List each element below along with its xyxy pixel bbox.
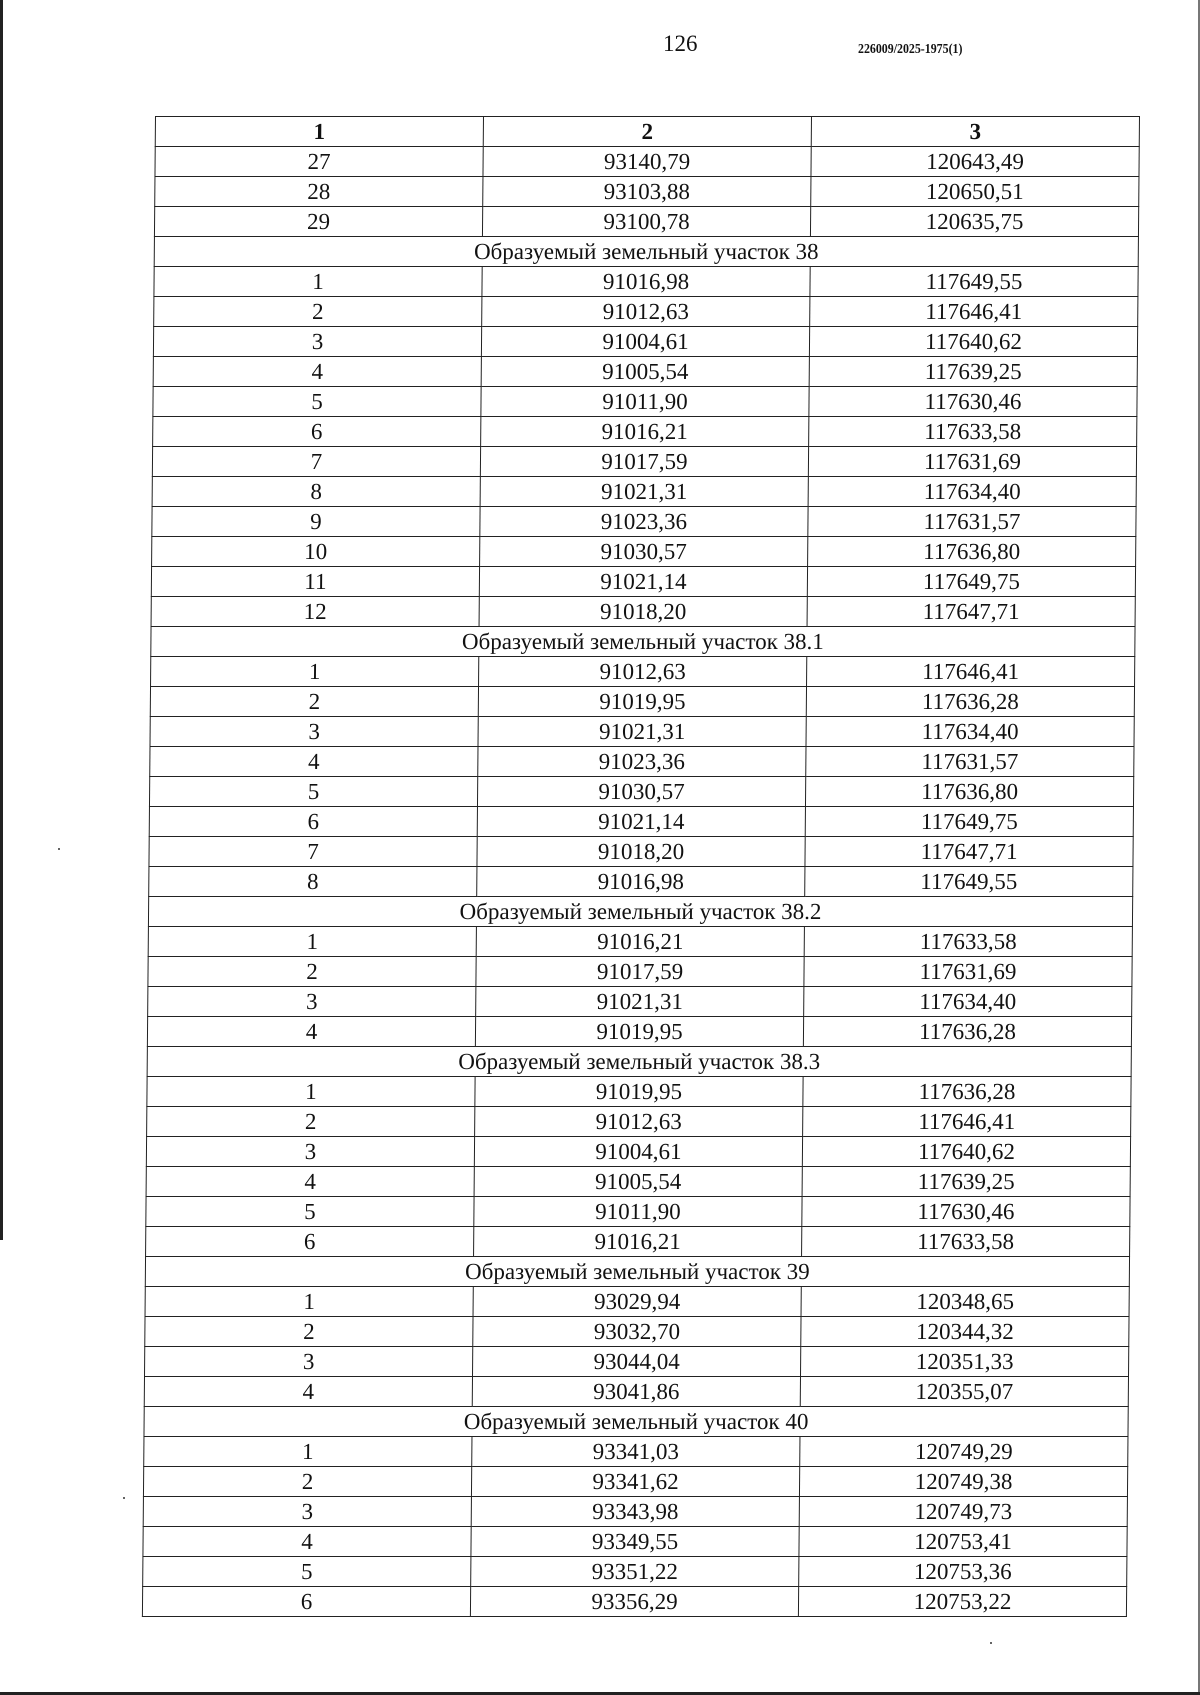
point-number-cell: 6 bbox=[146, 1227, 474, 1257]
y-coordinate-cell: 120348,65 bbox=[801, 1287, 1129, 1317]
table-row bbox=[149, 777, 1133, 807]
x-coordinate-cell: 93349,55 bbox=[471, 1527, 799, 1557]
y-coordinate-cell: 117647,71 bbox=[805, 837, 1133, 867]
table-row bbox=[144, 1347, 1128, 1377]
x-coordinate-cell: 93041,86 bbox=[472, 1377, 800, 1407]
point-number-cell: 9 bbox=[152, 507, 480, 537]
y-coordinate-cell: 117646,41 bbox=[810, 297, 1138, 327]
table-row bbox=[149, 807, 1133, 837]
y-coordinate-cell: 117646,41 bbox=[803, 1107, 1131, 1137]
point-number-cell: 1 bbox=[148, 927, 476, 957]
table-row bbox=[142, 1587, 1126, 1617]
point-number-cell: 4 bbox=[147, 1017, 475, 1047]
table-row bbox=[146, 1197, 1130, 1227]
x-coordinate-cell: 91012,63 bbox=[482, 297, 810, 327]
x-coordinate-cell: 93140,79 bbox=[483, 147, 811, 177]
y-coordinate-cell: 120344,32 bbox=[801, 1317, 1129, 1347]
x-coordinate-cell: 91021,31 bbox=[478, 717, 806, 747]
point-number-cell: 6 bbox=[153, 417, 481, 447]
x-coordinate-cell: 93100,78 bbox=[482, 207, 810, 237]
table-row bbox=[148, 987, 1132, 1017]
y-coordinate-cell: 117639,25 bbox=[809, 357, 1137, 387]
table-row bbox=[155, 177, 1139, 207]
section-title: Образуемый земельный участок 38.2 bbox=[148, 897, 1132, 927]
point-number-cell: 1 bbox=[144, 1437, 472, 1467]
y-coordinate-cell: 117633,58 bbox=[809, 417, 1137, 447]
table-row bbox=[153, 387, 1137, 417]
y-coordinate-cell: 120749,73 bbox=[799, 1497, 1127, 1527]
point-number-cell: 4 bbox=[144, 1377, 472, 1407]
table-row bbox=[154, 297, 1138, 327]
table-row bbox=[151, 597, 1135, 627]
x-coordinate-cell: 91011,90 bbox=[481, 387, 809, 417]
document-code: 226009/2025-1975(1) bbox=[858, 42, 963, 57]
x-coordinate-cell: 93032,70 bbox=[473, 1317, 801, 1347]
y-coordinate-cell: 117630,46 bbox=[802, 1197, 1130, 1227]
y-coordinate-cell: 120635,75 bbox=[810, 207, 1138, 237]
section-title-row bbox=[147, 1047, 1131, 1077]
table-row bbox=[154, 207, 1138, 237]
table-row bbox=[143, 1467, 1127, 1497]
table-row bbox=[152, 507, 1136, 537]
x-coordinate-cell: 91017,59 bbox=[476, 957, 804, 987]
point-number-cell: 3 bbox=[146, 1137, 474, 1167]
x-coordinate-cell: 91005,54 bbox=[481, 357, 809, 387]
table-row bbox=[143, 1557, 1127, 1587]
section-title-row bbox=[145, 1257, 1129, 1287]
x-coordinate-cell: 93103,88 bbox=[483, 177, 811, 207]
x-coordinate-cell: 91005,54 bbox=[474, 1167, 802, 1197]
point-number-cell: 11 bbox=[151, 567, 479, 597]
table-row bbox=[152, 447, 1136, 477]
x-coordinate-cell: 91019,95 bbox=[478, 687, 806, 717]
x-coordinate-cell: 93044,04 bbox=[472, 1347, 800, 1377]
point-number-cell: 4 bbox=[150, 747, 478, 777]
x-coordinate-cell: 93343,98 bbox=[471, 1497, 799, 1527]
point-number-cell: 5 bbox=[146, 1197, 474, 1227]
point-number-cell: 2 bbox=[154, 297, 482, 327]
y-coordinate-cell: 117647,71 bbox=[807, 597, 1135, 627]
table-row bbox=[143, 1497, 1127, 1527]
y-coordinate-cell: 120351,33 bbox=[800, 1347, 1128, 1377]
point-number-cell: 5 bbox=[143, 1557, 471, 1587]
x-coordinate-cell: 91016,98 bbox=[477, 867, 805, 897]
point-number-cell: 4 bbox=[143, 1527, 471, 1557]
x-coordinate-cell: 91018,20 bbox=[479, 597, 807, 627]
y-coordinate-cell: 117631,57 bbox=[808, 507, 1136, 537]
table-row bbox=[149, 837, 1133, 867]
x-coordinate-cell: 93029,94 bbox=[473, 1287, 801, 1317]
y-coordinate-cell: 117631,69 bbox=[804, 957, 1132, 987]
table-row bbox=[152, 477, 1136, 507]
table-row bbox=[145, 1317, 1129, 1347]
table-row bbox=[151, 657, 1135, 687]
column-header-2: 2 bbox=[483, 117, 811, 147]
x-coordinate-cell: 91021,14 bbox=[477, 807, 805, 837]
point-number-cell: 6 bbox=[149, 807, 477, 837]
x-coordinate-cell: 91017,59 bbox=[480, 447, 808, 477]
point-number-cell: 1 bbox=[151, 657, 479, 687]
x-coordinate-cell: 91004,61 bbox=[474, 1137, 802, 1167]
table-row bbox=[147, 1107, 1131, 1137]
y-coordinate-cell: 117646,41 bbox=[807, 657, 1135, 687]
x-coordinate-cell: 91030,57 bbox=[480, 537, 808, 567]
y-coordinate-cell: 117630,46 bbox=[809, 387, 1137, 417]
table-row bbox=[151, 567, 1135, 597]
y-coordinate-cell: 117634,40 bbox=[804, 987, 1132, 1017]
scan-left-edge bbox=[0, 0, 3, 1240]
section-title-row bbox=[151, 627, 1135, 657]
x-coordinate-cell: 91023,36 bbox=[478, 747, 806, 777]
x-coordinate-cell: 93351,22 bbox=[471, 1557, 799, 1587]
section-title: Образуемый земельный участок 38.1 bbox=[151, 627, 1135, 657]
x-coordinate-cell: 91019,95 bbox=[475, 1077, 803, 1107]
x-coordinate-cell: 91016,21 bbox=[481, 417, 809, 447]
y-coordinate-cell: 117636,80 bbox=[805, 777, 1133, 807]
point-number-cell: 5 bbox=[149, 777, 477, 807]
y-coordinate-cell: 117631,69 bbox=[808, 447, 1136, 477]
section-title: Образуемый земельный участок 38 bbox=[154, 237, 1138, 267]
point-number-cell: 12 bbox=[151, 597, 479, 627]
y-coordinate-cell: 117636,80 bbox=[808, 537, 1136, 567]
y-coordinate-cell: 117649,75 bbox=[805, 807, 1133, 837]
section-title: Образуемый земельный участок 39 bbox=[145, 1257, 1129, 1287]
point-number-cell: 27 bbox=[155, 147, 483, 177]
point-number-cell: 2 bbox=[148, 957, 476, 987]
table-row bbox=[143, 1527, 1127, 1557]
table-row bbox=[153, 357, 1137, 387]
y-coordinate-cell: 117631,57 bbox=[806, 747, 1134, 777]
x-coordinate-cell: 93356,29 bbox=[470, 1587, 798, 1617]
table-body bbox=[142, 147, 1139, 1617]
x-coordinate-cell: 91004,61 bbox=[481, 327, 809, 357]
point-number-cell: 3 bbox=[148, 987, 476, 1017]
x-coordinate-cell: 91021,31 bbox=[476, 987, 804, 1017]
y-coordinate-cell: 120749,29 bbox=[800, 1437, 1128, 1467]
table-row bbox=[147, 1017, 1131, 1047]
section-title-row bbox=[144, 1407, 1128, 1437]
y-coordinate-cell: 117633,58 bbox=[804, 927, 1132, 957]
y-coordinate-cell: 117634,40 bbox=[808, 477, 1136, 507]
section-title: Образуемый земельный участок 40 bbox=[144, 1407, 1128, 1437]
y-coordinate-cell: 120753,22 bbox=[798, 1587, 1126, 1617]
y-coordinate-cell: 120355,07 bbox=[800, 1377, 1128, 1407]
column-header-3: 3 bbox=[811, 117, 1139, 147]
table-row bbox=[144, 1437, 1128, 1467]
table-row bbox=[144, 1377, 1128, 1407]
page-number: 126 bbox=[663, 31, 698, 56]
point-number-cell: 7 bbox=[149, 837, 477, 867]
y-coordinate-cell: 117636,28 bbox=[803, 1017, 1131, 1047]
point-number-cell: 2 bbox=[145, 1317, 473, 1347]
point-number-cell: 7 bbox=[152, 447, 480, 477]
y-coordinate-cell: 117640,62 bbox=[802, 1137, 1130, 1167]
table-row bbox=[150, 717, 1134, 747]
y-coordinate-cell: 117636,28 bbox=[806, 687, 1134, 717]
point-number-cell: 1 bbox=[145, 1287, 473, 1317]
point-number-cell: 2 bbox=[150, 687, 478, 717]
x-coordinate-cell: 91021,14 bbox=[479, 567, 807, 597]
x-coordinate-cell: 91011,90 bbox=[474, 1197, 802, 1227]
table-row bbox=[148, 957, 1132, 987]
table-row bbox=[150, 747, 1134, 777]
x-coordinate-cell: 91018,20 bbox=[477, 837, 805, 867]
scan-speck bbox=[123, 1497, 125, 1499]
point-number-cell: 1 bbox=[154, 267, 482, 297]
table-row bbox=[146, 1227, 1130, 1257]
table-row bbox=[148, 927, 1132, 957]
table-row bbox=[146, 1137, 1130, 1167]
point-number-cell: 3 bbox=[144, 1347, 472, 1377]
y-coordinate-cell: 117649,75 bbox=[807, 567, 1135, 597]
point-number-cell: 10 bbox=[152, 537, 480, 567]
x-coordinate-cell: 91030,57 bbox=[477, 777, 805, 807]
section-title: Образуемый земельный участок 38.3 bbox=[147, 1047, 1131, 1077]
table-row bbox=[155, 147, 1139, 177]
x-coordinate-cell: 91016,21 bbox=[474, 1227, 802, 1257]
table-row bbox=[147, 1077, 1131, 1107]
scan-speck bbox=[58, 848, 60, 850]
y-coordinate-cell: 117639,25 bbox=[802, 1167, 1130, 1197]
point-number-cell: 2 bbox=[147, 1107, 475, 1137]
point-number-cell: 6 bbox=[142, 1587, 470, 1617]
point-number-cell: 2 bbox=[143, 1467, 471, 1497]
y-coordinate-cell: 117649,55 bbox=[805, 867, 1133, 897]
table-row bbox=[153, 417, 1137, 447]
table-row bbox=[154, 267, 1138, 297]
y-coordinate-cell: 117634,40 bbox=[806, 717, 1134, 747]
y-coordinate-cell: 120749,38 bbox=[799, 1467, 1127, 1497]
table-header-row bbox=[155, 117, 1139, 147]
point-number-cell: 1 bbox=[147, 1077, 475, 1107]
coordinates-table bbox=[142, 116, 1140, 1617]
point-number-cell: 4 bbox=[146, 1167, 474, 1197]
x-coordinate-cell: 91012,63 bbox=[475, 1107, 803, 1137]
point-number-cell: 28 bbox=[155, 177, 483, 207]
point-number-cell: 4 bbox=[153, 357, 481, 387]
y-coordinate-cell: 117636,28 bbox=[803, 1077, 1131, 1107]
y-coordinate-cell: 117640,62 bbox=[809, 327, 1137, 357]
x-coordinate-cell: 91023,36 bbox=[480, 507, 808, 537]
y-coordinate-cell: 120643,49 bbox=[811, 147, 1139, 177]
point-number-cell: 3 bbox=[150, 717, 478, 747]
x-coordinate-cell: 91021,31 bbox=[480, 477, 808, 507]
table-row bbox=[145, 1287, 1129, 1317]
x-coordinate-cell: 91016,21 bbox=[476, 927, 804, 957]
point-number-cell: 3 bbox=[143, 1497, 471, 1527]
x-coordinate-cell: 91016,98 bbox=[482, 267, 810, 297]
y-coordinate-cell: 117649,55 bbox=[810, 267, 1138, 297]
point-number-cell: 29 bbox=[154, 207, 482, 237]
section-title-row bbox=[154, 237, 1138, 267]
x-coordinate-cell: 93341,03 bbox=[472, 1437, 800, 1467]
point-number-cell: 8 bbox=[152, 477, 480, 507]
y-coordinate-cell: 120753,36 bbox=[799, 1557, 1127, 1587]
table-row bbox=[146, 1167, 1130, 1197]
x-coordinate-cell: 93341,62 bbox=[471, 1467, 799, 1497]
section-title-row bbox=[148, 897, 1132, 927]
x-coordinate-cell: 91012,63 bbox=[479, 657, 807, 687]
point-number-cell: 3 bbox=[153, 327, 481, 357]
point-number-cell: 8 bbox=[149, 867, 477, 897]
x-coordinate-cell: 91019,95 bbox=[475, 1017, 803, 1047]
y-coordinate-cell: 120650,51 bbox=[811, 177, 1139, 207]
column-header-1: 1 bbox=[155, 117, 483, 147]
table-row bbox=[149, 867, 1133, 897]
y-coordinate-cell: 117633,58 bbox=[802, 1227, 1130, 1257]
scan-speck bbox=[990, 1642, 992, 1644]
table-row bbox=[152, 537, 1136, 567]
table-row bbox=[150, 687, 1134, 717]
table-row bbox=[153, 327, 1137, 357]
y-coordinate-cell: 120753,41 bbox=[799, 1527, 1127, 1557]
point-number-cell: 5 bbox=[153, 387, 481, 417]
